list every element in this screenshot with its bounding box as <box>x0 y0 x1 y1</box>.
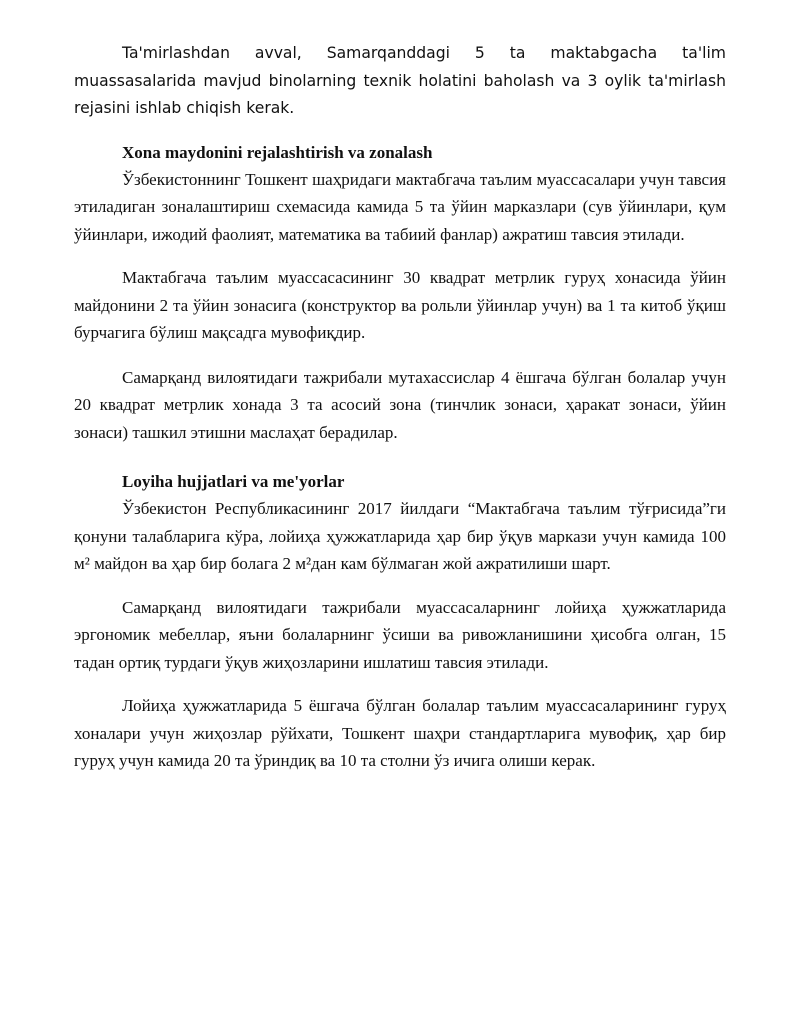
paragraph-documents-2: Самарқанд вилоятидаги тажрибали муассасаларнинг лойиҳа ҳужжатларида эргономик мебеллар, яъни болаларнинг ўсиши ва ривожланишини ҳисобга олган, 15 тадан ортиқ турдаги ўқув жиҳозларини ишлатиш тавсия этилади. <box>74 597 726 672</box>
paragraph-zoning-1: Ўзбекистоннинг Тошкент шаҳридаги мактабгача таълим муассасалари учун тавсия этиладиган зоналаштириш схемасида камида 5 та ўйин марказлари (сув ўйинлари, қум ўйинлари, ижодий фаолият, математика ва табиий фанлар) ажратиш тавсия этилади. <box>74 169 726 244</box>
section-heading-documents: Loyiha hujjatlari va me'yorlar <box>122 472 345 491</box>
paragraph-documents-3: Лойиҳа ҳужжатларида 5 ёшгача бўлган болалар таълим муассасаларининг гуруҳ хоналари учун жиҳозлар рўйхати, Тошкент шаҳри стандартларига мувофиқ, ҳар бир гуруҳ учун камида 20 та ўриндиқ ва 10 та столни ўз ичига олиши керак. <box>74 696 726 770</box>
paragraph-zoning-3: Самарқанд вилоятидаги тажрибали мутахассислар 4 ёшгача бўлган болалар учун 20 квадрат метрлик хонада 3 та асосий зона (тинчлик зонаси, ҳаракат зонаси, ўйин зонаси) ташкил этишни маслаҳат берадилар. <box>74 367 726 442</box>
paragraph-documents-1: Ўзбекистон Республикасининг 2017 йилдаги “Мактабгача таълим тўғрисида”ги қонуни талабларига кўра, лойиҳа ҳужжатларида ҳар бир ўқув маркази учун камида 100 м² майдон ва ҳар бир болага 2 м²дан кам бўлмаган жой ажратилиши шарт. <box>74 499 726 573</box>
paragraph-intro: Ta'mirlashdan avval, Samarqanddagi 5 ta maktabgacha ta'lim muassasalarida mavjud binolarning texnik holatini baholash va 3 oylik ta'mirlash rejasini ishlab chiqish kerak. <box>74 44 726 117</box>
paragraph-zoning-2: Мактабгача таълим муассасасининг 30 квадрат метрлик гуруҳ хонасида ўйин майдонини 2 та ўйин зонасига (конструктор ва рольли ўйинлар учун) ва 1 та китоб ўқиш бурчагига бўлиш мақсадга мувофиқдир. <box>74 268 726 342</box>
section-heading-zoning: Xona maydonini rejalashtirish va zonalash <box>122 142 433 162</box>
